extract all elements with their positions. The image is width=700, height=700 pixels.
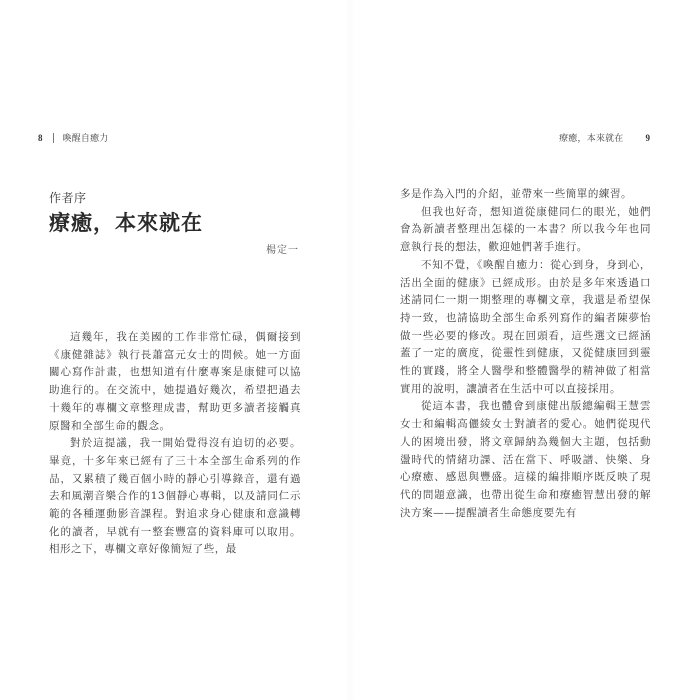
paragraph: 這幾年，我在美國的工作非常忙碌，偶爾接到《康健雜誌》執行長蕭富元女士的問候。她一方面關心寫作計畫，也想知道有什麼專案是康健可以協助進行的。在交流中，她提過好幾次，希望把過去十幾年的專欄文章整理成書，幫助更多讀者接觸真原醫和全部生命的觀念。 bbox=[49, 331, 301, 432]
paragraph: 從這本書，我也體會到康健出版總編輯王慧雲女士和編輯高儷綾女士對讀者的愛心。她們從現代人的困境出發，將文章歸納為幾個大主題，包括動盪時代的情緒功課、活在當下、呼吸譜、快樂、身心療癒、感恩與豐盛。這樣的編排順序既反映了現代的問題意識，也帶出從生命和療癒智慧出發的解決方案——提醒讀者生命態度要先有 bbox=[400, 400, 651, 519]
body-text-right bbox=[400, 186, 651, 522]
paragraph: 不知不覺，《喚醒自癒力：從心到身，身到心，活出全面的健康》已經成形。由於是多年來透過口述請同仁一期一期整理的專欄文章，我還是希望保持一致，也請協助全部生命系列寫作的編者陳夢怡做一些必要的修改。現在回頭看，這些選文已經涵蓋了一定的廣度，從靈性到健康，又從健康回到靈性的實踐，將全人醫學和整體醫學的精神做了相當實用的說明，讓讀者在生活中可以直接採用。 bbox=[400, 258, 651, 395]
right-page bbox=[350, 0, 700, 700]
page-number: 8 bbox=[38, 132, 43, 143]
paragraph: 但我也好奇，想知道從康健同仁的眼光，她們會為新讀者整理出怎樣的一本書？所以我今年也同意執行長的想法，歡迎她們著手進行。 bbox=[400, 205, 651, 254]
running-head-title: 療癒，本來就在 bbox=[559, 134, 624, 144]
header-divider bbox=[53, 133, 54, 143]
author-byline: 楊定一 bbox=[266, 245, 299, 256]
chapter-title: 療癒，本來就在 bbox=[49, 210, 203, 235]
body-text-left bbox=[49, 329, 301, 559]
running-head-title: 喚醒自癒力 bbox=[62, 134, 109, 144]
page-number: 9 bbox=[645, 132, 650, 143]
section-kicker: 作者序 bbox=[49, 191, 87, 205]
running-head-right bbox=[559, 131, 650, 144]
paragraph: 對於這提議，我一開始覺得沒有迫切的必要。畢竟，十多年來已經有了三十本全部生命系列的作品，又累積了幾百個小時的靜心引導錄音，還有過去和風潮音樂合作的13個靜心專輯，以及請同仁示範的各種運動影音課程。對追求身心健康和意識轉化的讀者，早就有一整套豐富的資料庫可以取用。相形之下，專欄文章好像簡短了些，最 bbox=[49, 437, 301, 556]
paragraph-continued: 多是作為入門的介紹，並帶來一些簡單的練習。 bbox=[400, 188, 633, 200]
running-head-left bbox=[38, 131, 109, 144]
